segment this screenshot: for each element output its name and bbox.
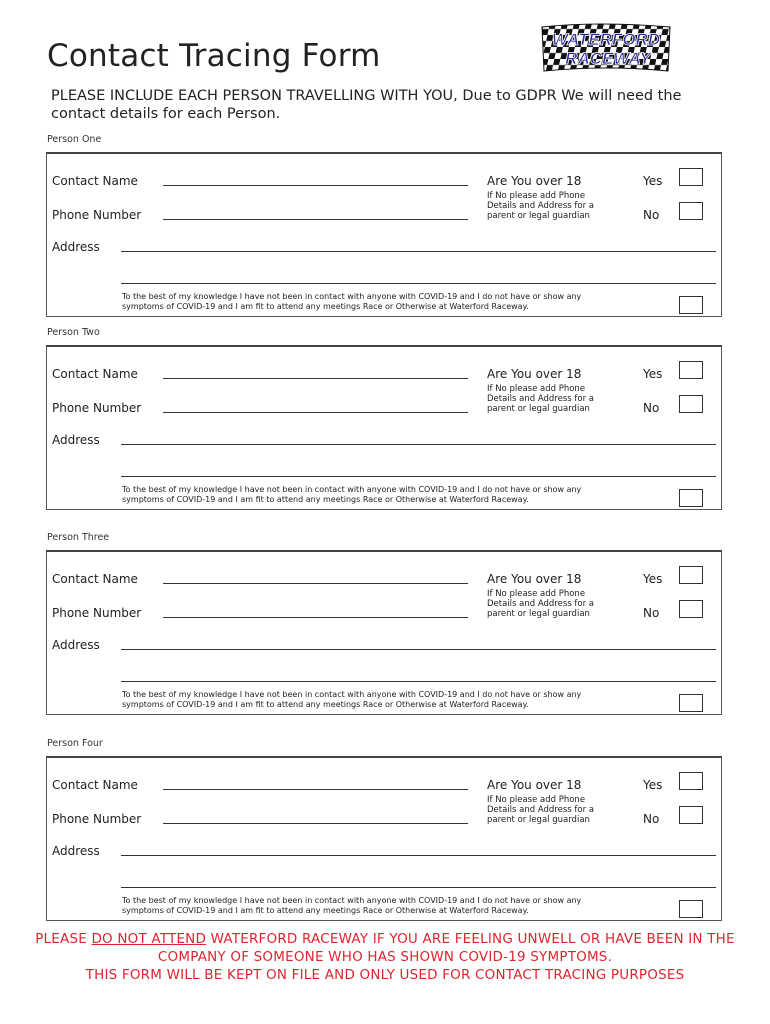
contact-name-field[interactable]	[163, 789, 468, 790]
warning-footer	[30, 930, 740, 984]
warning-text: PLEASE DO NOT ATTEND WATERFORD RACEWAY IF YOU ARE FEELING UNWELL OR HAVE BEEN IN THE COMPANY OF SOMEONE WHO HAS SHOWN COVID-19 SYMPTOMS.	[35, 931, 735, 965]
intro-text: PLEASE INCLUDE EACH PERSON TRAVELLING WITH YOU, Due to GDPR We will need the contact details for each Person.	[51, 88, 682, 122]
over18-note: If No please add Phone Details and Address for a parent or legal guardian	[487, 384, 595, 414]
over18-label: Are You over 18	[487, 572, 582, 586]
no-checkbox[interactable]	[679, 395, 703, 413]
phone-number-field[interactable]	[163, 412, 468, 413]
file-notice: THIS FORM WILL BE KEPT ON FILE AND ONLY USED FOR CONTACT TRACING PURPOSES	[85, 967, 685, 983]
svg-text:RACEWAY: RACEWAY	[565, 49, 651, 68]
contact-name-field[interactable]	[163, 185, 468, 186]
address-field-line-2[interactable]	[121, 681, 716, 682]
person-three-section	[46, 550, 722, 715]
no-checkbox[interactable]	[679, 806, 703, 824]
declaration-text: To the best of my knowledge I have not been in contact with anyone with COVID-19 and I do not have or show any symptoms of COVID-19 and I am fit to attend any meetings Race or Otherwise at Waterford Raceway.	[122, 690, 582, 709]
phone-number-label: Phone Number	[52, 812, 142, 826]
over18-note: If No please add Phone Details and Address for a parent or legal guardian	[487, 795, 595, 825]
yes-checkbox[interactable]	[679, 361, 703, 379]
over18-note: If No please add Phone Details and Address for a parent or legal guardian	[487, 589, 595, 619]
phone-number-label: Phone Number	[52, 208, 142, 222]
over18-label: Are You over 18	[487, 174, 582, 188]
over18-label: Are You over 18	[487, 778, 582, 792]
contact-name-label: Contact Name	[52, 367, 138, 381]
person-one-section	[46, 152, 722, 317]
person-two-label: Person Two	[47, 327, 100, 338]
no-label: No	[643, 812, 660, 826]
person-three-label: Person Three	[47, 532, 110, 543]
yes-label: Yes	[643, 367, 663, 381]
address-field-line-1[interactable]	[121, 444, 716, 445]
address-field-line-2[interactable]	[121, 887, 716, 888]
contact-name-field[interactable]	[163, 583, 468, 584]
address-field-line-2[interactable]	[121, 283, 716, 284]
contact-name-label: Contact Name	[52, 174, 138, 188]
yes-label: Yes	[643, 174, 663, 188]
no-label: No	[643, 606, 660, 620]
address-label: Address	[52, 844, 100, 858]
address-label: Address	[52, 240, 100, 254]
phone-number-label: Phone Number	[52, 401, 142, 415]
declaration-checkbox[interactable]	[679, 489, 703, 507]
svg-text:WATERFORD: WATERFORD	[551, 30, 661, 49]
yes-checkbox[interactable]	[679, 168, 703, 186]
yes-label: Yes	[643, 572, 663, 586]
declaration-text: To the best of my knowledge I have not been in contact with anyone with COVID-19 and I do not have or show any symptoms of COVID-19 and I am fit to attend any meetings Race or Otherwise at Waterford Raceway.	[122, 896, 582, 915]
declaration-checkbox[interactable]	[679, 900, 703, 918]
yes-label: Yes	[643, 778, 663, 792]
contact-name-label: Contact Name	[52, 778, 138, 792]
over18-note: If No please add Phone Details and Address for a parent or legal guardian	[487, 191, 595, 221]
phone-number-label: Phone Number	[52, 606, 142, 620]
address-label: Address	[52, 638, 100, 652]
do-not-attend-emphasis: DO NOT ATTEND	[91, 931, 207, 947]
address-field-line-1[interactable]	[121, 649, 716, 650]
declaration-checkbox[interactable]	[679, 296, 703, 314]
person-two-section	[46, 345, 722, 510]
yes-checkbox[interactable]	[679, 772, 703, 790]
person-one-label: Person One	[47, 134, 102, 145]
page-title: Contact Tracing Form	[47, 38, 381, 74]
over18-label: Are You over 18	[487, 367, 582, 381]
person-four-label: Person Four	[47, 738, 103, 749]
person-four-section	[46, 756, 722, 921]
phone-number-field[interactable]	[163, 617, 468, 618]
contact-name-field[interactable]	[163, 378, 468, 379]
phone-number-field[interactable]	[163, 219, 468, 220]
declaration-text: To the best of my knowledge I have not been in contact with anyone with COVID-19 and I do not have or show any symptoms of COVID-19 and I am fit to attend any meetings Race or Otherwise at Waterford Raceway.	[122, 292, 582, 311]
declaration-text: To the best of my knowledge I have not been in contact with anyone with COVID-19 and I do not have or show any symptoms of COVID-19 and I am fit to attend any meetings Race or Otherwise at Waterford Raceway.	[122, 485, 582, 504]
address-field-line-1[interactable]	[121, 251, 716, 252]
no-checkbox[interactable]	[679, 600, 703, 618]
declaration-checkbox[interactable]	[679, 694, 703, 712]
waterford-raceway-logo	[538, 23, 674, 75]
address-field-line-1[interactable]	[121, 855, 716, 856]
address-field-line-2[interactable]	[121, 476, 716, 477]
phone-number-field[interactable]	[163, 823, 468, 824]
no-label: No	[643, 208, 660, 222]
address-label: Address	[52, 433, 100, 447]
no-checkbox[interactable]	[679, 202, 703, 220]
contact-name-label: Contact Name	[52, 572, 138, 586]
no-label: No	[643, 401, 660, 415]
yes-checkbox[interactable]	[679, 566, 703, 584]
